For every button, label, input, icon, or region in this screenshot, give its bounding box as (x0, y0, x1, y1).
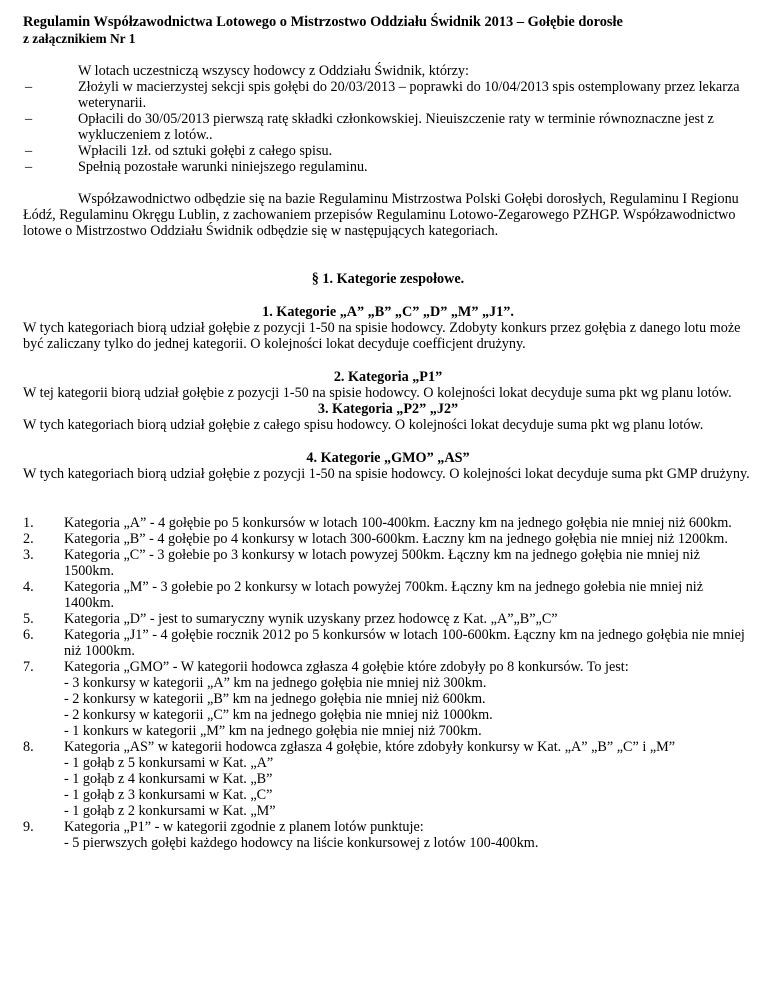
list-item (23, 579, 753, 611)
list-subitem: - 1 konkurs w kategorii „M” km na jednego gołębia nie mniej niż 700km. (64, 723, 482, 739)
list-item (23, 531, 753, 547)
list-subitem: - 1 gołąb z 5 konkursami w Kat. „A” (64, 755, 274, 771)
list-number: 9. (23, 819, 34, 835)
list-number: 1. (23, 515, 34, 531)
list-number: 4. (23, 579, 34, 595)
condition-item (23, 79, 753, 111)
numbered-list (23, 515, 753, 851)
list-text: Kategoria „GMO” - W kategorii hodowca zgłasza 4 gołębie które zdobyły po 8 konkursów. To jest: (64, 659, 629, 675)
list-item (23, 819, 753, 851)
document-title: Regulamin Współzawodnictwa Lotowego o Mistrzostwo Oddziału Świdnik 2013 – Gołębie dorosłe (23, 14, 623, 30)
list-number: 6. (23, 627, 34, 643)
list-subitem: - 1 gołąb z 3 konkursami w Kat. „C” (64, 787, 273, 803)
condition-text: Wpłacili 1zł. od sztuki gołębi z całego spisu. (78, 143, 333, 159)
list-item (23, 515, 753, 531)
intro-text: W lotach uczestniczą wszyscy hodowcy z Oddziału Świdnik, którzy: (78, 63, 469, 79)
list-number: 8. (23, 739, 34, 755)
list-text: Kategoria „C” - 3 gołebie po 3 konkursy w lotach powyzej 500km. Łączny km na jednego gołębia nie mniej niż 1500km. (64, 547, 700, 579)
list-text: Kategoria „J1” - 4 gołębie rocznik 2012 po 5 konkursów w lotach 100-600km. Łączny km na jednego gołębia nie mniej niż 1000km. (64, 627, 745, 659)
list-number: 7. (23, 659, 34, 675)
condition-text: Opłacili do 30/05/2013 pierwszą ratę składki członkowskiej. Nieuiszczenie raty w terminie równoznaczne jest z wykluczeniem z lotów.. (78, 111, 714, 143)
condition-text: Spełnią pozostałe warunki niniejszego regulaminu. (78, 159, 368, 175)
condition-item (23, 111, 753, 143)
list-item (23, 547, 753, 579)
category-heading: 1. Kategorie „A” „B” „C” „D” „M” „J1”. (262, 304, 514, 320)
dash-bullet: – (25, 111, 33, 127)
document-page (23, 14, 753, 851)
list-number: 3. (23, 547, 34, 563)
category-heading: 3. Kategoria „P2” „J2” (317, 401, 459, 417)
category-text: W tych kategoriach biorą udział gołębie z pozycji 1-50 na spisie hodowcy. Zdobyty konkurs przez gołębia z danego lotu może być zaliczany tylko do jednej kategorii. O kolejności lokat decyduje coefficjent drużyny. (23, 320, 741, 352)
list-text: Kategoria „B” - 4 gołębie po 4 konkursy w lotach 300-600km. Łaczny km na jednego gołębia nie mniej niż 1200km. (64, 531, 728, 547)
dash-bullet: – (25, 79, 33, 95)
list-number: 5. (23, 611, 34, 627)
list-subitem: - 1 gołąb z 4 konkursami w Kat. „B” (64, 771, 273, 787)
document-subtitle: z załącznikiem Nr 1 (23, 31, 136, 46)
list-text: Kategoria „M” - 3 gołebie po 2 konkursy w lotach powyżej 700km. Łączny km na jednego gołebia nie mniej niż 1400km. (64, 579, 704, 611)
list-item (23, 659, 753, 739)
list-text: Kategoria „D” - jest to sumaryczny wynik uzyskany przez hodowcę z Kat. „A”„B”„C” (64, 611, 558, 627)
conditions-list (23, 79, 753, 175)
list-subitem: - 2 konkursy w kategorii „C” km na jednego gołębia nie mniej niż 1000km. (64, 707, 493, 723)
list-text: Kategoria „AS” w kategorii hodowca zgłasza 4 gołębie, które zdobyły konkursy w Kat. „A” „B” „C” i „M” (64, 739, 676, 755)
list-subitem: - 5 pierwszych gołębi każdego hodowcy na liście konkursowej z lotów 100-400km. (64, 835, 539, 851)
category-text: W tej kategorii biorą udział gołębie z pozycji 1-50 na spisie hodowcy. O kolejności lokat decyduje suma pkt wg planu lotów. (23, 385, 732, 401)
list-subitem: - 3 konkursy w kategorii „A” km na jednego gołębia nie mniej niż 300km. (64, 675, 487, 691)
basis-paragraph: Współzawodnictwo odbędzie się na bazie Regulaminu Mistrzostwa Polski Gołębi dorosłych, Regulaminu I Regionu Łódź, Regulaminu Okręgu Lublin, z zachowaniem przepisów Regulaminu Lotowo-Zegarowego PZHGP. Współzawodnictwo lotowe o Mistrzostwo Oddziału Świdnik odbędzie się w następujących kategoriach. (23, 191, 739, 239)
category-text: W tych kategoriach biorą udział gołębie z całego spisu hodowcy. O kolejności lokat decyduje suma pkt wg planu lotów. (23, 417, 704, 433)
category-heading: 4. Kategorie „GMO” „AS” (306, 450, 470, 466)
list-item (23, 627, 753, 659)
list-subitem: - 2 konkursy w kategorii „B” km na jednego gołębia nie mniej niż 600km. (64, 691, 486, 707)
category-text: W tych kategoriach biorą udział gołębie z pozycji 1-50 na spisie hodowcy. O kolejności lokat decyduje suma pkt GMP drużyny. (23, 466, 750, 482)
section-heading: § 1. Kategorie zespołowe. (311, 271, 465, 287)
dash-bullet: – (25, 159, 33, 175)
list-text: Kategoria „A” - 4 gołębie po 5 konkursów w lotach 100-400km. Łaczny km na jednego gołębia nie mniej niż 600km. (64, 515, 732, 531)
list-subitem: - 1 gołąb z 2 konkursami w Kat. „M” (64, 803, 276, 819)
list-number: 2. (23, 531, 34, 547)
list-text: Kategoria „P1” - w kategorii zgodnie z planem lotów punktuje: (64, 819, 424, 835)
list-item (23, 611, 753, 627)
dash-bullet: – (25, 143, 33, 159)
list-item (23, 739, 753, 819)
condition-item (23, 159, 753, 175)
category-heading: 2. Kategoria „P1” (333, 369, 443, 385)
condition-text: Złożyli w macierzystej sekcji spis gołębi do 20/03/2013 – poprawki do 10/04/2013 spis ostemplowany przez lekarza weterynarii. (78, 79, 740, 111)
condition-item (23, 143, 753, 159)
